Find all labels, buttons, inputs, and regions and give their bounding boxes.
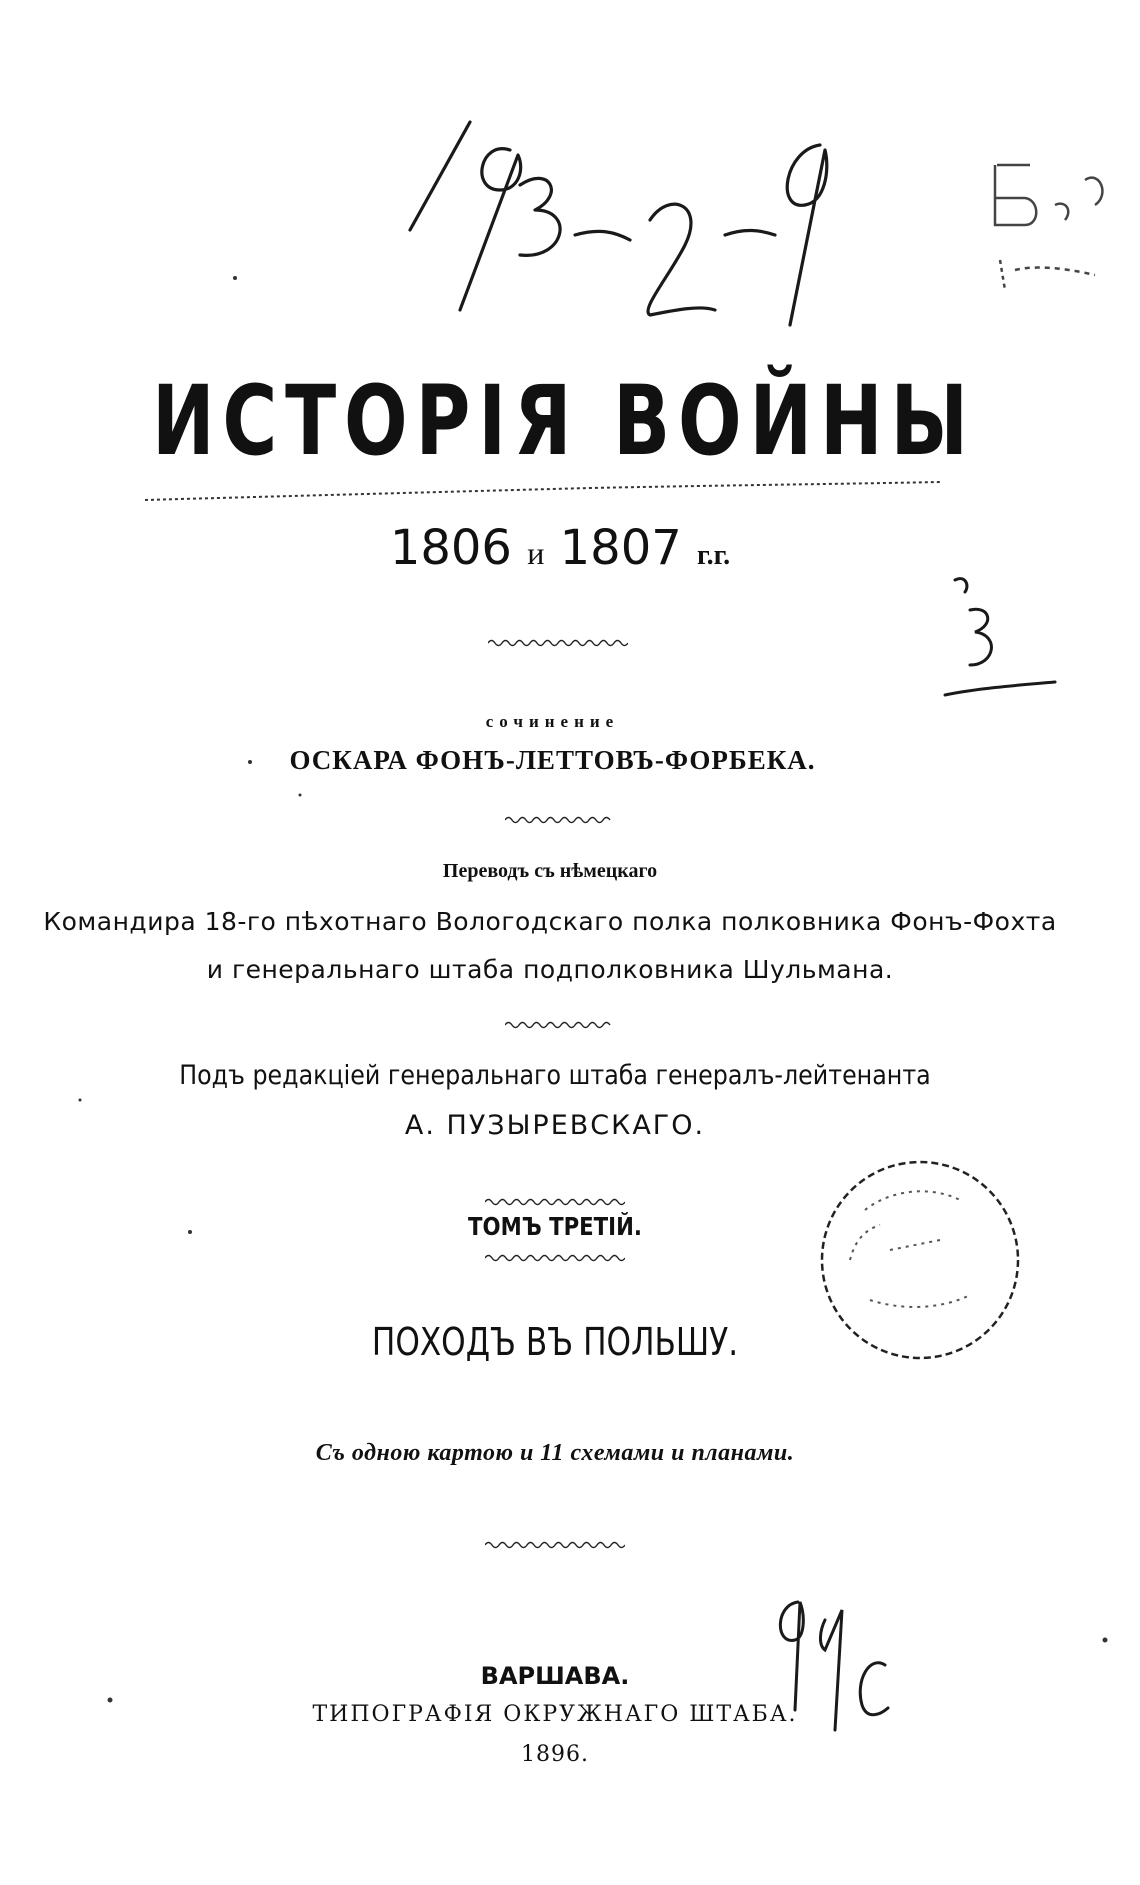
translators-line-2: и генеральнаго штаба подполковника Шульмана. bbox=[206, 955, 894, 984]
editor-line-1: Подъ редакціей генеральнаго штаба генералъ-лейтенанта bbox=[179, 1060, 931, 1091]
years-suffix: г.г. bbox=[697, 540, 731, 571]
author-name: ОСКАРА ФОНЪ-ЛЕТТОВЪ-ФОРБЕКА. bbox=[289, 745, 816, 775]
book-subtitle: ПОХОДЪ ВЪ ПОЛЬШУ. bbox=[371, 1320, 739, 1364]
years-conj: и bbox=[527, 535, 545, 571]
editor-line-2: А. ПУЗЫРЕВСКАГО. bbox=[404, 1110, 706, 1141]
volume-label: ТОМЪ ТРЕТІЙ. bbox=[468, 1212, 642, 1241]
imprint-year: 1896. bbox=[521, 1742, 589, 1767]
translators-line-1: Командира 18-го пѣхотнаго Вологодскаго полка полковника Фонъ-Фохта bbox=[43, 907, 1057, 936]
year-first: 1806 bbox=[389, 520, 512, 576]
translation-label: Переводъ съ нѣмецкаго bbox=[442, 860, 658, 882]
maps-note: Съ одною картою и 11 схемами и планами. bbox=[315, 1440, 795, 1466]
book-title: ИСТОРІЯ ВОЙНЫ bbox=[151, 365, 976, 477]
year-second: 1807 bbox=[559, 520, 682, 576]
imprint-city: ВАРШАВА. bbox=[480, 1662, 630, 1690]
imprint-printer: ТИПОГРАФІЯ ОКРУЖНАГО ШТАБА. bbox=[312, 1702, 798, 1727]
author-label: сочинение bbox=[485, 712, 620, 731]
